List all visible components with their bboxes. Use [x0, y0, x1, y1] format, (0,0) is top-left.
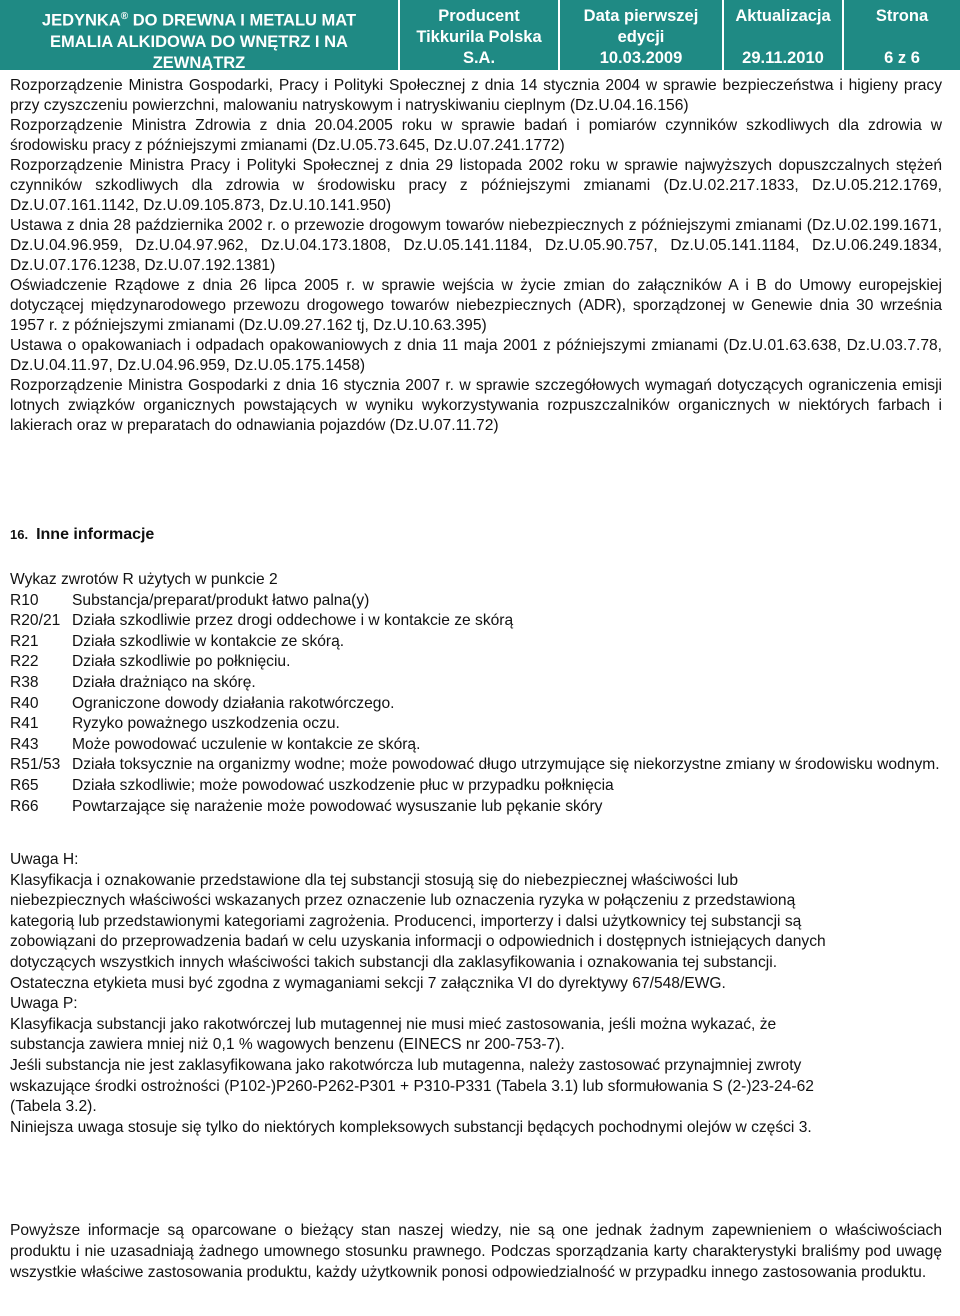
r-phrase-text: Substancja/preparat/produkt łatwo palna(y) — [72, 591, 370, 609]
producer-label: Producent — [438, 7, 520, 25]
r-phrase-text: Działa szkodliwie przez drogi oddechowe i w kontakcie ze skórą — [72, 612, 514, 630]
page-number: 6 z 6 — [884, 49, 920, 67]
page-cell — [844, 0, 960, 70]
first-edition-label: Data pierwszej — [583, 7, 699, 25]
regulation-item: Rozporządzenie Ministra Gospodarki, Pracy i Polityki Społecznej z dnia 14 stycznia 2004 w sprawie bezpieczeństwa i higieny pracy przy czyszczeniu powierzchni, malowaniu natryskowym i natryskiwaniu cieplnym (Dz.U.04.16.156) — [10, 77, 942, 114]
producer-cell — [400, 0, 558, 70]
first-edition-label-2: edycji — [617, 28, 665, 46]
r-phrase-text: Działa szkodliwie; może powodować uszkodzenie płuc w przypadku połknięcia — [72, 776, 614, 794]
r-phrase-text: Może powodować uczulenie w kontakcie ze skórą. — [72, 735, 421, 753]
disclaimer-footer: Powyższe informacje są oparcowane o bieżący stan naszej wiedzy, nie są one jednak żadnym zapewnieniem o właściwościach produktu i nie uzasadniają żadnego umownego stosunku prawnego. Podczas sporządzania karty charakterystyki braliśmy pod uwagę wszystkie właściwe zastosowania produktu, każdy użytkownik ponosi odpowiedzialność w przypadku innego zastosowania produktu. — [10, 1222, 942, 1281]
r-phrase-code: R22 — [10, 653, 39, 671]
r-phrase-item — [10, 611, 950, 632]
r-phrase-item — [10, 632, 950, 653]
regulation-item: Ustawa z dnia 28 października 2002 r. o przewozie drogowym towarów niebezpiecznych z późniejszymi zmianami (Dz.U.02.199.1671, Dz.U.04.96.959, Dz.U.04.97.962, Dz.U.04.173.1808, Dz.U.05.141.1184, Dz.U.05.90.757, Dz.U.05.141.1184, Dz.U.06.249.1834, Dz.U.07.176.1238, Dz.U.07.192.1381) — [10, 217, 942, 274]
r-phrase-code: R40 — [10, 694, 39, 712]
product-name-line2: EMALIA ALKIDOWA DO WNĘTRZ I NA — [50, 32, 348, 51]
regulation-item: Rozporządzenie Ministra Gospodarki z dnia 16 stycznia 2007 r. w sprawie szczegółowych wymagań dotyczących ograniczenia emisji lotnych związków organicznych powstających w wyniku wykorzystywania rozpuszczalników organicznych w niektórych farbach i lakierach oraz w preparatach do odnawiania pojazdów (Dz.U.07.11.72) — [10, 377, 942, 434]
update-date: 29.11.2010 — [742, 49, 824, 67]
r-phrase-code: R38 — [10, 673, 39, 691]
update-cell — [724, 0, 842, 70]
r-phrase-item — [10, 776, 950, 797]
r-phrase-code: R51/53 — [10, 756, 61, 774]
r-phrase-text: Działa drażniąco na skórę. — [72, 673, 256, 691]
producer-name: Tikkurila Polska — [416, 28, 542, 46]
regulation-item: Oświadczenie Rządowe z dnia 26 lipca 2005 r. w sprawie wejścia w życie zmian do załączników A i B do Umowy europejskiej dotyczącej międzynarodowego przewozu drogowego towarów niebezpiecznych (ADR), sporządzonej w Genewie dnia 30 września 1957 r. z późniejszymi zmianami (Dz.U.09.27.162 tj, Dz.U.10.63.395) — [10, 277, 942, 334]
note-h-text: Klasyfikacja i oznakowanie przedstawione dla tej substancji stosują się do niebezpiecznej właściwości lub niebezpiecznych właściwości wskazanych przez oznaczenie lub oznaczenia ryzyka w połączeniu z przedstawioną kategorią lub przedstawionymi kategoriami zagrożenia. Producenci, importerzy i dalsi użytkownicy tej substancji są zobowiązani do przeprowadzenia badań w celu uzyskania informacji o odpowiednich i dostępnych istniejących danych dotyczących wszystkich innych właściwości takich substancji dla zaklasyfikowania i oznakowania tej substancji. Ostateczna etykieta musi być zgodna z wymaganiami sekcji 7 załącznika VI do dyrektywy 67/548/EWG. — [10, 871, 826, 992]
r-phrase-code: R21 — [10, 632, 39, 650]
product-name-cell — [0, 0, 398, 70]
document-header — [0, 0, 960, 70]
r-phrase-code: R41 — [10, 715, 39, 733]
note-p-text-3: Niniejsza uwaga stosuje się tylko do niektórych kompleksowych substancji będących pochodnymi olejów w części 3. — [10, 1118, 812, 1136]
r-phrase-item — [10, 755, 950, 776]
r-phrase-item — [10, 673, 950, 694]
regulation-item: Ustawa o opakowaniach i odpadach opakowaniowych z dnia 11 maja 2001 z późniejszymi zmianami (Dz.U.01.63.638, Dz.U.03.7.78, Dz.U.04.11.97, Dz.U.04.96.959, Dz.U.05.175.1458) — [10, 337, 942, 374]
r-phrase-code: R10 — [10, 591, 39, 609]
regulations-list — [10, 74, 942, 436]
r-phrase-item — [10, 694, 950, 715]
r-phrase-text: Ryzyko poważnego uszkodzenia oczu. — [72, 715, 340, 733]
r-phrase-text: Działa szkodliwie w kontakcie ze skórą. — [72, 632, 345, 650]
note-h-title: Uwaga H: — [10, 851, 79, 868]
product-name-line3: ZEWNĄTRZ — [152, 53, 246, 72]
r-phrase-code: R43 — [10, 735, 39, 753]
note-p-text-1: Klasyfikacja substancji jako rakotwórczej lub mutagennej nie musi mieć zastosowania, jeśli można wykazać, że substancja zawiera mniej niż 0,1 % wagowych benzenu (EINECS nr 200-753-7). — [10, 1015, 777, 1054]
notes-block — [10, 850, 840, 1138]
r-phrase-text: Ograniczone dowody działania rakotwórczego. — [72, 694, 395, 712]
r-phrase-text: Powtarzające się narażenie może powodować wysuszanie lub pękanie skóry — [72, 797, 603, 815]
r-phrases-intro: Wykaz zwrotów R użytych w punkcie 2 — [10, 571, 278, 588]
r-phrase-item — [10, 591, 950, 612]
r-phrase-item — [10, 652, 950, 673]
section-16-heading — [10, 526, 154, 544]
r-phrase-code: R65 — [10, 776, 39, 794]
producer-suffix: S.A. — [462, 49, 496, 67]
r-phrases-list — [10, 570, 950, 817]
r-phrase-code: R20/21 — [10, 612, 61, 630]
product-name-line1: JEDYNKA® DO DREWNA I METALU MAT — [41, 11, 357, 30]
r-phrase-code: R66 — [10, 797, 39, 815]
regulation-item: Rozporządzenie Ministra Zdrowia z dnia 20.04.2005 roku w sprawie badań i pomiarów czynników szkodliwych dla zdrowia w środowisku pracy z późniejszymi zmianami (Dz.U.05.73.645, Dz.U.07.241.1772) — [10, 117, 942, 154]
note-p-text-2: Jeśli substancja nie jest zaklasyfikowana jako rakotwórcza lub mutagenna, należy zastosować przynajmniej zwroty wskazujące środki ostrożności (P102-)P260-P262-P301 + P310-P331 (Tabela 3.1) lub sformułowania S (2-)23-24-62 (Tabela 3.2). — [10, 1056, 814, 1116]
section-title: Inne informacje — [36, 526, 155, 543]
r-phrase-text: Działa toksycznie na organizmy wodne; może powodować długo utrzymujące się niekorzystne zmiany w środowisku wodnym. — [72, 756, 940, 774]
section-number: 16. — [10, 527, 29, 542]
r-phrase-item — [10, 714, 950, 735]
r-phrase-text: Działa szkodliwie po połknięciu. — [72, 653, 291, 671]
first-edition-date: 10.03.2009 — [599, 49, 683, 67]
update-label: Aktualizacja — [735, 7, 831, 25]
first-edition-cell — [560, 0, 722, 70]
note-p-title: Uwaga P: — [10, 995, 78, 1013]
r-phrase-item — [10, 797, 950, 818]
regulation-item: Rozporządzenie Ministra Pracy i Polityki Społecznej z dnia 29 listopada 2002 roku w sprawie najwyższych dopuszczalnych stężeń czynników szkodliwych dla zdrowia w środowisku pracy z późniejszymi zmianami (Dz.U.02.217.1833, Dz.U.05.212.1769, Dz.U.07.161.1142, Dz.U.09.105.873, Dz.U.10.141.950) — [10, 157, 942, 214]
page-label: Strona — [875, 7, 929, 25]
r-phrase-item — [10, 735, 950, 756]
